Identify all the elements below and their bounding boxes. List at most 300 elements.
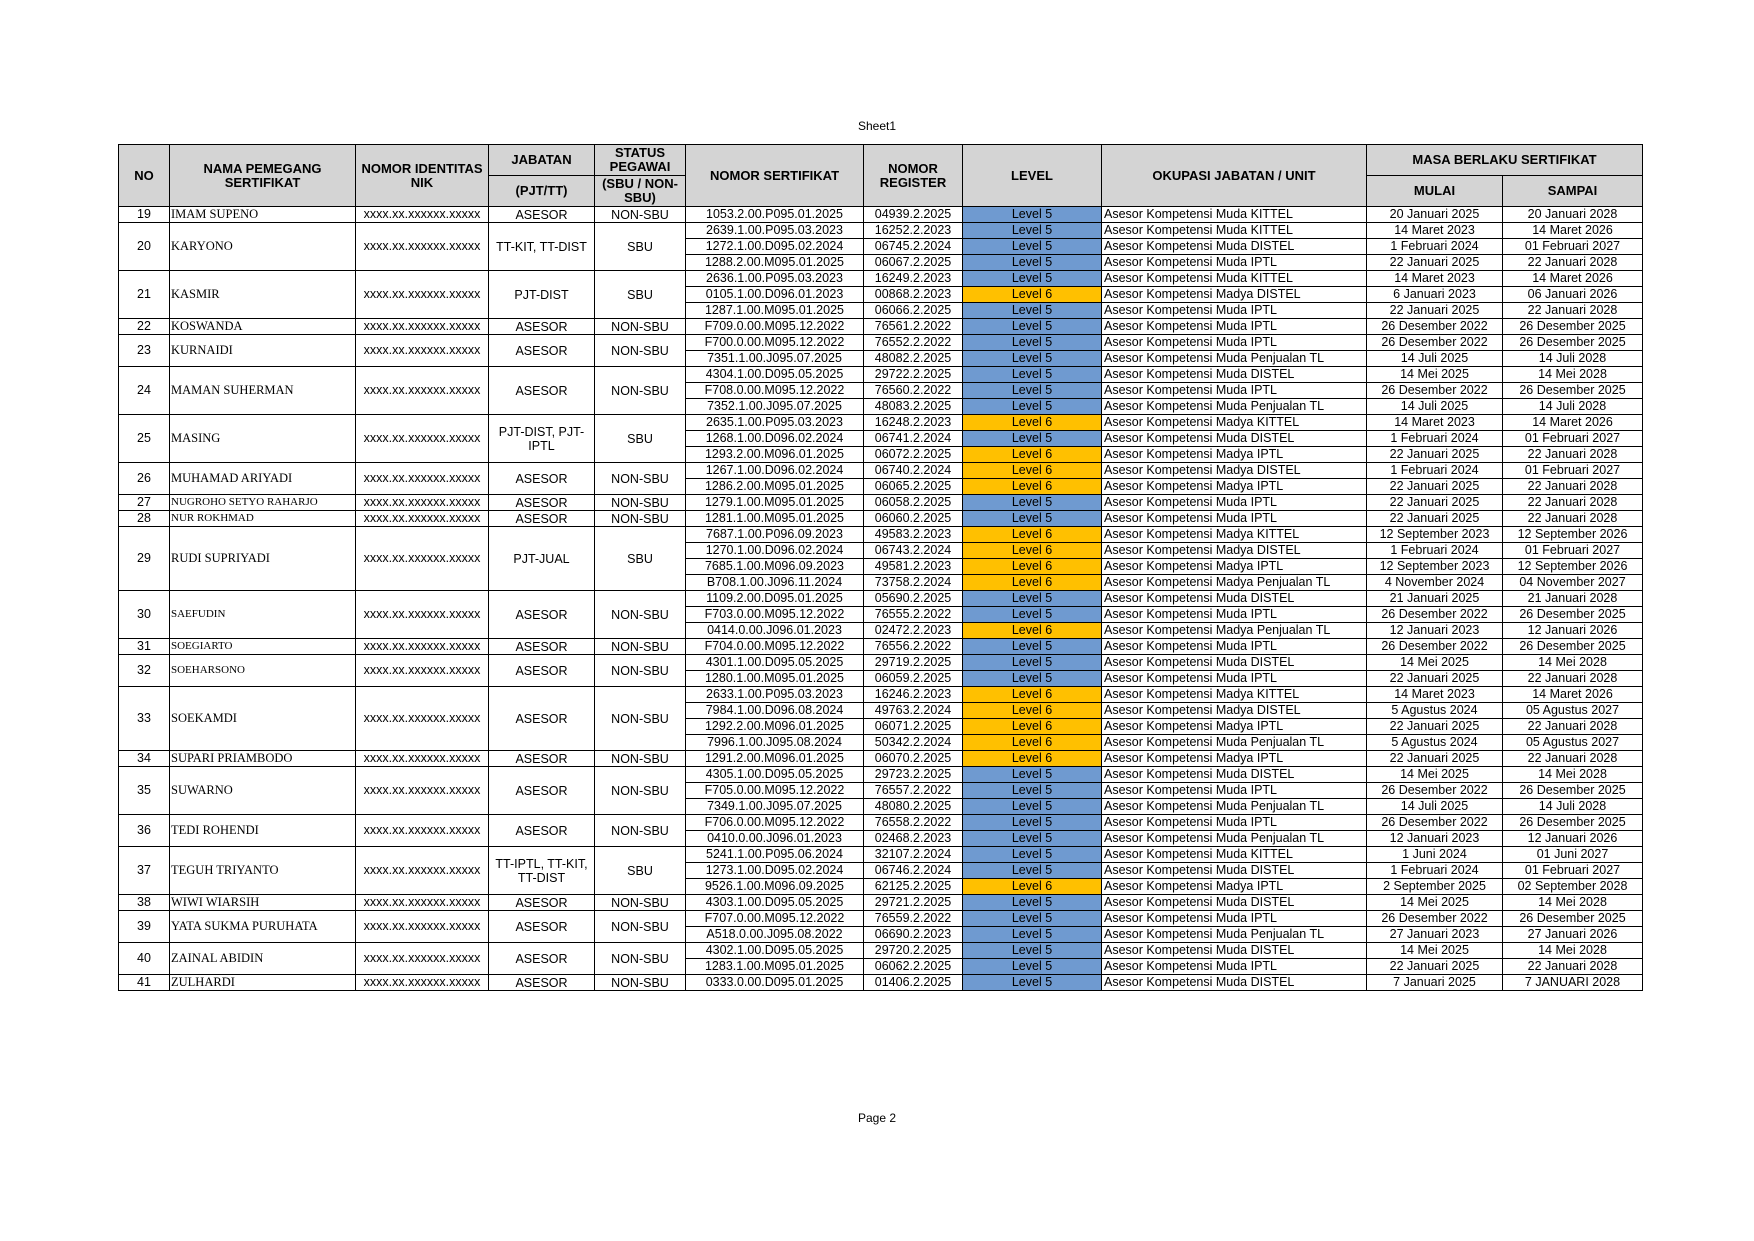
status-value: NON-SBU bbox=[595, 767, 686, 815]
start-date: 14 Mei 2025 bbox=[1367, 655, 1503, 671]
table-row bbox=[119, 463, 1643, 479]
okupasi-value: Asesor Kompetensi Muda IPTL bbox=[1102, 607, 1367, 623]
certificate-number: 7352.1.00.J095.07.2025 bbox=[686, 399, 864, 415]
start-date: 7 Januari 2025 bbox=[1367, 975, 1503, 991]
holder-name: KASMIR bbox=[170, 271, 356, 319]
certificate-number: 7685.1.00.M096.09.2023 bbox=[686, 559, 864, 575]
end-date: 01 Juni 2027 bbox=[1503, 847, 1643, 863]
status-value: NON-SBU bbox=[595, 975, 686, 991]
start-date: 14 Juli 2025 bbox=[1367, 799, 1503, 815]
level-badge: Level 6 bbox=[963, 719, 1102, 735]
certificate-number: 7687.1.00.P096.09.2023 bbox=[686, 527, 864, 543]
header-status-sub: (SBU / NON-SBU) bbox=[595, 176, 686, 207]
holder-name: MAMAN SUHERMAN bbox=[170, 367, 356, 415]
start-date: 1 Februari 2024 bbox=[1367, 863, 1503, 879]
jabatan-value: ASESOR bbox=[489, 207, 595, 223]
jabatan-value: TT-IPTL, TT-KIT, TT-DIST bbox=[489, 847, 595, 895]
okupasi-value: Asesor Kompetensi Muda IPTL bbox=[1102, 783, 1367, 799]
certificate-number: B708.1.00.J096.11.2024 bbox=[686, 575, 864, 591]
status-value: SBU bbox=[595, 223, 686, 271]
level-badge: Level 5 bbox=[963, 943, 1102, 959]
table-row bbox=[119, 911, 1643, 927]
end-date: 14 Mei 2028 bbox=[1503, 943, 1643, 959]
certificate-number: F707.0.00.M095.12.2022 bbox=[686, 911, 864, 927]
okupasi-value: Asesor Kompetensi Muda IPTL bbox=[1102, 255, 1367, 271]
jabatan-value: ASESOR bbox=[489, 895, 595, 911]
certificate-number: 1286.2.00.M095.01.2025 bbox=[686, 479, 864, 495]
register-number: 06059.2.2025 bbox=[864, 671, 963, 687]
register-number: 29720.2.2025 bbox=[864, 943, 963, 959]
level-badge: Level 5 bbox=[963, 831, 1102, 847]
end-date: 14 Maret 2026 bbox=[1503, 687, 1643, 703]
register-number: 05690.2.2025 bbox=[864, 591, 963, 607]
okupasi-value: Asesor Kompetensi Madya DISTEL bbox=[1102, 287, 1367, 303]
end-date: 26 Desember 2025 bbox=[1503, 639, 1643, 655]
register-number: 76555.2.2022 bbox=[864, 607, 963, 623]
start-date: 1 Februari 2024 bbox=[1367, 463, 1503, 479]
table-row bbox=[119, 943, 1643, 959]
nik-value: xxxx.xx.xxxxxx.xxxxx bbox=[356, 815, 489, 847]
end-date: 22 Januari 2028 bbox=[1503, 303, 1643, 319]
start-date: 6 Januari 2023 bbox=[1367, 287, 1503, 303]
level-badge: Level 6 bbox=[963, 623, 1102, 639]
row-no: 37 bbox=[119, 847, 170, 895]
okupasi-value: Asesor Kompetensi Muda DISTEL bbox=[1102, 975, 1367, 991]
okupasi-value: Asesor Kompetensi Muda DISTEL bbox=[1102, 863, 1367, 879]
end-date: 01 Februari 2027 bbox=[1503, 431, 1643, 447]
certificate-number: 4302.1.00.D095.05.2025 bbox=[686, 943, 864, 959]
okupasi-value: Asesor Kompetensi Muda DISTEL bbox=[1102, 367, 1367, 383]
row-no: 36 bbox=[119, 815, 170, 847]
register-number: 32107.2.2024 bbox=[864, 847, 963, 863]
okupasi-value: Asesor Kompetensi Muda DISTEL bbox=[1102, 943, 1367, 959]
level-badge: Level 6 bbox=[963, 687, 1102, 703]
register-number: 06690.2.2023 bbox=[864, 927, 963, 943]
start-date: 26 Desember 2022 bbox=[1367, 383, 1503, 399]
holder-name: SOEKAMDI bbox=[170, 687, 356, 751]
table-row bbox=[119, 815, 1643, 831]
certificate-number: 7984.1.00.D096.08.2024 bbox=[686, 703, 864, 719]
holder-name: SUPARI PRIAMBODO bbox=[170, 751, 356, 767]
register-number: 49583.2.2023 bbox=[864, 527, 963, 543]
level-badge: Level 5 bbox=[963, 399, 1102, 415]
okupasi-value: Asesor Kompetensi Muda DISTEL bbox=[1102, 655, 1367, 671]
register-number: 49763.2.2024 bbox=[864, 703, 963, 719]
okupasi-value: Asesor Kompetensi Muda IPTL bbox=[1102, 639, 1367, 655]
start-date: 1 Februari 2024 bbox=[1367, 431, 1503, 447]
certificate-number: 4305.1.00.D095.05.2025 bbox=[686, 767, 864, 783]
register-number: 29721.2.2025 bbox=[864, 895, 963, 911]
table-row bbox=[119, 751, 1643, 767]
start-date: 2 September 2025 bbox=[1367, 879, 1503, 895]
header-masa-berlaku: MASA BERLAKU SERTIFIKAT bbox=[1367, 145, 1643, 176]
okupasi-value: Asesor Kompetensi Muda IPTL bbox=[1102, 959, 1367, 975]
certificate-number: 1293.2.00.M096.01.2025 bbox=[686, 447, 864, 463]
header-level: LEVEL bbox=[963, 145, 1102, 207]
end-date: 12 Januari 2026 bbox=[1503, 623, 1643, 639]
certificate-number: 1283.1.00.M095.01.2025 bbox=[686, 959, 864, 975]
start-date: 21 Januari 2025 bbox=[1367, 591, 1503, 607]
end-date: 14 Juli 2028 bbox=[1503, 399, 1643, 415]
end-date: 01 Februari 2027 bbox=[1503, 863, 1643, 879]
register-number: 49581.2.2023 bbox=[864, 559, 963, 575]
header-no: NO bbox=[119, 145, 170, 207]
start-date: 14 Juli 2025 bbox=[1367, 399, 1503, 415]
okupasi-value: Asesor Kompetensi Muda KITTEL bbox=[1102, 223, 1367, 239]
certificate-number: 7351.1.00.J095.07.2025 bbox=[686, 351, 864, 367]
register-number: 06067.2.2025 bbox=[864, 255, 963, 271]
level-badge: Level 5 bbox=[963, 383, 1102, 399]
start-date: 26 Desember 2022 bbox=[1367, 319, 1503, 335]
level-badge: Level 5 bbox=[963, 975, 1102, 991]
register-number: 00868.2.2023 bbox=[864, 287, 963, 303]
level-badge: Level 5 bbox=[963, 351, 1102, 367]
certificate-number: 4303.1.00.D095.05.2025 bbox=[686, 895, 864, 911]
jabatan-value: ASESOR bbox=[489, 335, 595, 367]
table-body bbox=[119, 207, 1643, 991]
register-number: 06060.2.2025 bbox=[864, 511, 963, 527]
level-badge: Level 6 bbox=[963, 543, 1102, 559]
certificate-number: F700.0.00.M095.12.2022 bbox=[686, 335, 864, 351]
holder-name: NUGROHO SETYO RAHARJO bbox=[170, 495, 356, 511]
okupasi-value: Asesor Kompetensi Muda Penjualan TL bbox=[1102, 927, 1367, 943]
register-number: 48083.2.2025 bbox=[864, 399, 963, 415]
register-number: 06746.2.2024 bbox=[864, 863, 963, 879]
end-date: 14 Mei 2028 bbox=[1503, 767, 1643, 783]
start-date: 14 Juli 2025 bbox=[1367, 351, 1503, 367]
certificate-number: 1281.1.00.M095.01.2025 bbox=[686, 511, 864, 527]
nik-value: xxxx.xx.xxxxxx.xxxxx bbox=[356, 415, 489, 463]
register-number: 48080.2.2025 bbox=[864, 799, 963, 815]
table-row bbox=[119, 591, 1643, 607]
level-badge: Level 5 bbox=[963, 847, 1102, 863]
nik-value: xxxx.xx.xxxxxx.xxxxx bbox=[356, 895, 489, 911]
header-jabatan: JABATAN bbox=[489, 145, 595, 176]
start-date: 1 Juni 2024 bbox=[1367, 847, 1503, 863]
okupasi-value: Asesor Kompetensi Madya IPTL bbox=[1102, 447, 1367, 463]
row-no: 28 bbox=[119, 511, 170, 527]
holder-name: SOEGIARTO bbox=[170, 639, 356, 655]
start-date: 26 Desember 2022 bbox=[1367, 815, 1503, 831]
end-date: 26 Desember 2025 bbox=[1503, 815, 1643, 831]
okupasi-value: Asesor Kompetensi Muda Penjualan TL bbox=[1102, 399, 1367, 415]
jabatan-value: ASESOR bbox=[489, 655, 595, 687]
status-value: NON-SBU bbox=[595, 463, 686, 495]
nik-value: xxxx.xx.xxxxxx.xxxxx bbox=[356, 639, 489, 655]
end-date: 14 Maret 2026 bbox=[1503, 271, 1643, 287]
okupasi-value: Asesor Kompetensi Madya IPTL bbox=[1102, 479, 1367, 495]
holder-name: NUR ROKHMAD bbox=[170, 511, 356, 527]
start-date: 14 Mei 2025 bbox=[1367, 895, 1503, 911]
status-value: NON-SBU bbox=[595, 655, 686, 687]
level-badge: Level 6 bbox=[963, 575, 1102, 591]
end-date: 05 Agustus 2027 bbox=[1503, 735, 1643, 751]
level-badge: Level 5 bbox=[963, 223, 1102, 239]
okupasi-value: Asesor Kompetensi Madya Penjualan TL bbox=[1102, 623, 1367, 639]
level-badge: Level 5 bbox=[963, 591, 1102, 607]
level-badge: Level 5 bbox=[963, 959, 1102, 975]
holder-name: KARYONO bbox=[170, 223, 356, 271]
register-number: 76559.2.2022 bbox=[864, 911, 963, 927]
end-date: 22 Januari 2028 bbox=[1503, 671, 1643, 687]
level-badge: Level 5 bbox=[963, 207, 1102, 223]
table-row bbox=[119, 655, 1643, 671]
end-date: 14 Mei 2028 bbox=[1503, 367, 1643, 383]
register-number: 01406.2.2025 bbox=[864, 975, 963, 991]
start-date: 1 Februari 2024 bbox=[1367, 543, 1503, 559]
end-date: 26 Desember 2025 bbox=[1503, 607, 1643, 623]
start-date: 5 Agustus 2024 bbox=[1367, 703, 1503, 719]
certificate-number: F706.0.00.M095.12.2022 bbox=[686, 815, 864, 831]
certificate-number: A518.0.00.J095.08.2022 bbox=[686, 927, 864, 943]
certificate-number: 1053.2.00.P095.01.2025 bbox=[686, 207, 864, 223]
start-date: 26 Desember 2022 bbox=[1367, 335, 1503, 351]
holder-name: TEGUH TRIYANTO bbox=[170, 847, 356, 895]
status-value: NON-SBU bbox=[595, 895, 686, 911]
register-number: 50342.2.2024 bbox=[864, 735, 963, 751]
register-number: 62125.2.2025 bbox=[864, 879, 963, 895]
register-number: 06745.2.2024 bbox=[864, 239, 963, 255]
status-value: NON-SBU bbox=[595, 751, 686, 767]
okupasi-value: Asesor Kompetensi Muda Penjualan TL bbox=[1102, 799, 1367, 815]
end-date: 22 Januari 2028 bbox=[1503, 255, 1643, 271]
okupasi-value: Asesor Kompetensi Madya IPTL bbox=[1102, 559, 1367, 575]
start-date: 22 Januari 2025 bbox=[1367, 255, 1503, 271]
end-date: 26 Desember 2025 bbox=[1503, 319, 1643, 335]
nik-value: xxxx.xx.xxxxxx.xxxxx bbox=[356, 975, 489, 991]
certificate-number: 2636.1.00.P095.03.2023 bbox=[686, 271, 864, 287]
end-date: 26 Desember 2025 bbox=[1503, 783, 1643, 799]
okupasi-value: Asesor Kompetensi Muda Penjualan TL bbox=[1102, 351, 1367, 367]
okupasi-value: Asesor Kompetensi Muda DISTEL bbox=[1102, 431, 1367, 447]
level-badge: Level 5 bbox=[963, 495, 1102, 511]
certificate-number: 0410.0.00.J096.01.2023 bbox=[686, 831, 864, 847]
jabatan-value: PJT-JUAL bbox=[489, 527, 595, 591]
nik-value: xxxx.xx.xxxxxx.xxxxx bbox=[356, 751, 489, 767]
table-row bbox=[119, 895, 1643, 911]
jabatan-value: ASESOR bbox=[489, 815, 595, 847]
start-date: 26 Desember 2022 bbox=[1367, 911, 1503, 927]
table-row bbox=[119, 223, 1643, 239]
level-badge: Level 5 bbox=[963, 271, 1102, 287]
holder-name: ZULHARDI bbox=[170, 975, 356, 991]
header-status: STATUS PEGAWAI bbox=[595, 145, 686, 176]
okupasi-value: Asesor Kompetensi Muda IPTL bbox=[1102, 383, 1367, 399]
nik-value: xxxx.xx.xxxxxx.xxxxx bbox=[356, 367, 489, 415]
end-date: 12 September 2026 bbox=[1503, 527, 1643, 543]
register-number: 29722.2.2025 bbox=[864, 367, 963, 383]
register-number: 76552.2.2022 bbox=[864, 335, 963, 351]
register-number: 06072.2.2025 bbox=[864, 447, 963, 463]
end-date: 22 Januari 2028 bbox=[1503, 479, 1643, 495]
okupasi-value: Asesor Kompetensi Muda IPTL bbox=[1102, 815, 1367, 831]
certificate-number: 1273.1.00.D095.02.2024 bbox=[686, 863, 864, 879]
holder-name: ZAINAL ABIDIN bbox=[170, 943, 356, 975]
level-badge: Level 6 bbox=[963, 527, 1102, 543]
level-badge: Level 5 bbox=[963, 671, 1102, 687]
end-date: 12 September 2026 bbox=[1503, 559, 1643, 575]
register-number: 06062.2.2025 bbox=[864, 959, 963, 975]
status-value: NON-SBU bbox=[595, 815, 686, 847]
jabatan-value: ASESOR bbox=[489, 751, 595, 767]
start-date: 4 November 2024 bbox=[1367, 575, 1503, 591]
row-no: 30 bbox=[119, 591, 170, 639]
certificate-number: 5241.1.00.P095.06.2024 bbox=[686, 847, 864, 863]
register-number: 06066.2.2025 bbox=[864, 303, 963, 319]
level-badge: Level 5 bbox=[963, 319, 1102, 335]
status-value: NON-SBU bbox=[595, 207, 686, 223]
row-no: 33 bbox=[119, 687, 170, 751]
jabatan-value: ASESOR bbox=[489, 367, 595, 415]
table-row bbox=[119, 847, 1643, 863]
end-date: 22 Januari 2028 bbox=[1503, 719, 1643, 735]
end-date: 06 Januari 2026 bbox=[1503, 287, 1643, 303]
level-badge: Level 5 bbox=[963, 335, 1102, 351]
register-number: 16246.2.2023 bbox=[864, 687, 963, 703]
header-nomor-register: NOMOR REGISTER bbox=[864, 145, 963, 207]
level-badge: Level 6 bbox=[963, 415, 1102, 431]
okupasi-value: Asesor Kompetensi Muda IPTL bbox=[1102, 911, 1367, 927]
okupasi-value: Asesor Kompetensi Muda IPTL bbox=[1102, 671, 1367, 687]
certificate-number: 2633.1.00.P095.03.2023 bbox=[686, 687, 864, 703]
okupasi-value: Asesor Kompetensi Madya IPTL bbox=[1102, 751, 1367, 767]
certificate-number: 1291.2.00.M096.01.2025 bbox=[686, 751, 864, 767]
okupasi-value: Asesor Kompetensi Muda IPTL bbox=[1102, 495, 1367, 511]
register-number: 04939.2.2025 bbox=[864, 207, 963, 223]
okupasi-value: Asesor Kompetensi Madya KITTEL bbox=[1102, 415, 1367, 431]
row-no: 21 bbox=[119, 271, 170, 319]
status-value: NON-SBU bbox=[595, 319, 686, 335]
end-date: 14 Mei 2028 bbox=[1503, 655, 1643, 671]
start-date: 14 Maret 2023 bbox=[1367, 687, 1503, 703]
row-no: 35 bbox=[119, 767, 170, 815]
okupasi-value: Asesor Kompetensi Muda DISTEL bbox=[1102, 767, 1367, 783]
okupasi-value: Asesor Kompetensi Muda IPTL bbox=[1102, 335, 1367, 351]
level-badge: Level 5 bbox=[963, 767, 1102, 783]
row-no: 26 bbox=[119, 463, 170, 495]
status-value: NON-SBU bbox=[595, 911, 686, 943]
level-badge: Level 5 bbox=[963, 799, 1102, 815]
nik-value: xxxx.xx.xxxxxx.xxxxx bbox=[356, 207, 489, 223]
register-number: 76558.2.2022 bbox=[864, 815, 963, 831]
status-value: SBU bbox=[595, 271, 686, 319]
end-date: 04 November 2027 bbox=[1503, 575, 1643, 591]
holder-name: IMAM SUPENO bbox=[170, 207, 356, 223]
status-value: NON-SBU bbox=[595, 687, 686, 751]
certificate-number: 1268.1.00.D096.02.2024 bbox=[686, 431, 864, 447]
okupasi-value: Asesor Kompetensi Madya IPTL bbox=[1102, 719, 1367, 735]
start-date: 14 Mei 2025 bbox=[1367, 943, 1503, 959]
end-date: 26 Desember 2025 bbox=[1503, 383, 1643, 399]
certificate-number: F703.0.00.M095.12.2022 bbox=[686, 607, 864, 623]
holder-name: MASING bbox=[170, 415, 356, 463]
start-date: 12 September 2023 bbox=[1367, 559, 1503, 575]
holder-name: KOSWANDA bbox=[170, 319, 356, 335]
end-date: 01 Februari 2027 bbox=[1503, 463, 1643, 479]
end-date: 12 Januari 2026 bbox=[1503, 831, 1643, 847]
certificate-number: 0105.1.00.D096.01.2023 bbox=[686, 287, 864, 303]
okupasi-value: Asesor Kompetensi Muda KITTEL bbox=[1102, 271, 1367, 287]
status-value: NON-SBU bbox=[595, 511, 686, 527]
nik-value: xxxx.xx.xxxxxx.xxxxx bbox=[356, 511, 489, 527]
holder-name: TEDI ROHENDI bbox=[170, 815, 356, 847]
jabatan-value: ASESOR bbox=[489, 943, 595, 975]
holder-name: WIWI WIARSIH bbox=[170, 895, 356, 911]
sheet-title: Sheet1 bbox=[857, 119, 897, 133]
end-date: 22 Januari 2028 bbox=[1503, 511, 1643, 527]
certificate-number: 1287.1.00.M095.01.2025 bbox=[686, 303, 864, 319]
table-row bbox=[119, 527, 1643, 543]
holder-name: MUHAMAD ARIYADI bbox=[170, 463, 356, 495]
level-badge: Level 5 bbox=[963, 303, 1102, 319]
register-number: 29723.2.2025 bbox=[864, 767, 963, 783]
certificate-number: 4304.1.00.D095.05.2025 bbox=[686, 367, 864, 383]
end-date: 22 Januari 2028 bbox=[1503, 447, 1643, 463]
holder-name: KURNAIDI bbox=[170, 335, 356, 367]
okupasi-value: Asesor Kompetensi Muda IPTL bbox=[1102, 511, 1367, 527]
row-no: 24 bbox=[119, 367, 170, 415]
register-number: 06070.2.2025 bbox=[864, 751, 963, 767]
start-date: 12 September 2023 bbox=[1367, 527, 1503, 543]
start-date: 22 Januari 2025 bbox=[1367, 751, 1503, 767]
level-badge: Level 6 bbox=[963, 735, 1102, 751]
start-date: 22 Januari 2025 bbox=[1367, 303, 1503, 319]
row-no: 22 bbox=[119, 319, 170, 335]
holder-name: SUWARNO bbox=[170, 767, 356, 815]
level-badge: Level 6 bbox=[963, 559, 1102, 575]
row-no: 27 bbox=[119, 495, 170, 511]
nik-value: xxxx.xx.xxxxxx.xxxxx bbox=[356, 847, 489, 895]
okupasi-value: Asesor Kompetensi Madya DISTEL bbox=[1102, 543, 1367, 559]
jabatan-value: ASESOR bbox=[489, 319, 595, 335]
start-date: 27 Januari 2023 bbox=[1367, 927, 1503, 943]
header-nomor-sertifikat: NOMOR SERTIFIKAT bbox=[686, 145, 864, 207]
level-badge: Level 6 bbox=[963, 703, 1102, 719]
holder-name: YATA SUKMA PURUHATA bbox=[170, 911, 356, 943]
certificate-number: 2635.1.00.P095.03.2023 bbox=[686, 415, 864, 431]
start-date: 26 Desember 2022 bbox=[1367, 607, 1503, 623]
nik-value: xxxx.xx.xxxxxx.xxxxx bbox=[356, 495, 489, 511]
level-badge: Level 6 bbox=[963, 879, 1102, 895]
certificate-number: 1280.1.00.M095.01.2025 bbox=[686, 671, 864, 687]
end-date: 20 Januari 2028 bbox=[1503, 207, 1643, 223]
level-badge: Level 5 bbox=[963, 511, 1102, 527]
level-badge: Level 5 bbox=[963, 639, 1102, 655]
level-badge: Level 6 bbox=[963, 447, 1102, 463]
nik-value: xxxx.xx.xxxxxx.xxxxx bbox=[356, 223, 489, 271]
start-date: 22 Januari 2025 bbox=[1367, 495, 1503, 511]
register-number: 06741.2.2024 bbox=[864, 431, 963, 447]
certificate-number: 7996.1.00.J095.08.2024 bbox=[686, 735, 864, 751]
okupasi-value: Asesor Kompetensi Muda IPTL bbox=[1102, 303, 1367, 319]
header-jabatan-sub: (PJT/TT) bbox=[489, 176, 595, 207]
level-badge: Level 5 bbox=[963, 255, 1102, 271]
jabatan-value: ASESOR bbox=[489, 911, 595, 943]
status-value: SBU bbox=[595, 847, 686, 895]
table-row bbox=[119, 495, 1643, 511]
jabatan-value: ASESOR bbox=[489, 639, 595, 655]
status-value: NON-SBU bbox=[595, 335, 686, 367]
okupasi-value: Asesor Kompetensi Madya Penjualan TL bbox=[1102, 575, 1367, 591]
page-footer: Page 2 bbox=[857, 1111, 897, 1125]
certificate-number: 1292.2.00.M096.01.2025 bbox=[686, 719, 864, 735]
table-row bbox=[119, 767, 1643, 783]
end-date: 26 Desember 2025 bbox=[1503, 335, 1643, 351]
row-no: 39 bbox=[119, 911, 170, 943]
register-number: 16248.2.2023 bbox=[864, 415, 963, 431]
okupasi-value: Asesor Kompetensi Madya DISTEL bbox=[1102, 703, 1367, 719]
level-badge: Level 5 bbox=[963, 607, 1102, 623]
